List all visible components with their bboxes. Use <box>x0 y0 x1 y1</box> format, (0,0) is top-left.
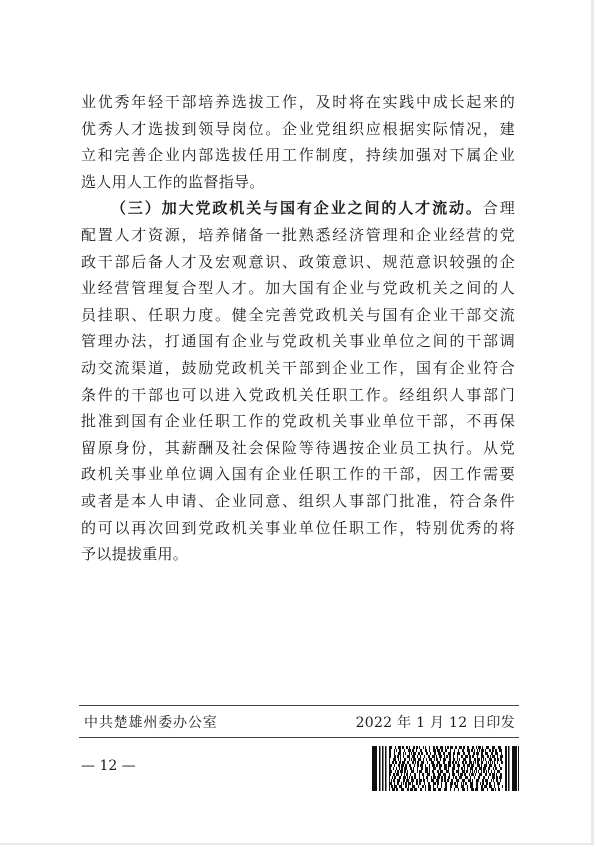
body-line: 留原身份，其薪酬及社会保险等待遇按企业员工执行。从党 <box>81 438 515 457</box>
body-line: 的可以再次回到党政机关事业单位任职工作，特别优秀的将 <box>81 518 515 537</box>
body-line: 批准到国有企业任职工作的党政机关事业单位干部，不再保 <box>81 412 515 431</box>
body-line: 配置人才资源，培养储备一批熟悉经济管理和企业经营的党 <box>81 225 515 244</box>
section-heading-line <box>81 195 515 222</box>
body-line: 或者是本人申请、企业同意、组织人事部门批准，符合条件 <box>81 491 515 510</box>
footer-issuer: 中共楚雄州委办公室 <box>84 715 218 731</box>
body-line: 业经营管理复合型人才。加大国有企业与党政机关之间的人 <box>81 279 515 298</box>
document-body <box>81 89 515 568</box>
footer-date: 2022 年 1 月 12 日印发 <box>355 715 515 731</box>
body-line: 政干部后备人才及宏观意识、政策意识、规范意识较强的企 <box>81 252 515 271</box>
body-line-fragment: 合理 <box>482 199 515 218</box>
body-line: 予以提拔重用。 <box>81 545 189 564</box>
body-line: 业优秀年轻干部培养选拔工作，及时将在实践中成长起来的 <box>81 93 515 111</box>
body-line: 管理办法，打通国有企业与党政机关事业单位之间的干部调 <box>81 332 515 351</box>
pdf417-barcode-icon <box>372 746 519 791</box>
section-heading: （三）加大党政机关与国有企业之间的人才流动。 <box>111 199 483 218</box>
body-line: 政机关事业单位调入国有企业任职工作的干部，因工作需要 <box>81 465 515 484</box>
body-line: 条件的干部也可以进入党政机关任职工作。经组织人事部门 <box>81 385 515 404</box>
body-line: 选人用人工作的监督指导。 <box>81 172 265 191</box>
body-line: 立和完善企业内部选拔任用工作制度，持续加强对下属企业 <box>81 146 515 165</box>
footer-bottom-rule <box>79 737 519 738</box>
body-line: 优秀人才选拔到领导岗位。企业党组织应根据实际情况，建 <box>81 119 515 138</box>
page-number: — 12 — <box>81 758 136 774</box>
body-line: 动交流渠道，鼓励党政机关干部到企业工作，国有企业符合 <box>81 358 515 377</box>
body-line: 员挂职、任职力度。健全完善党政机关与国有企业干部交流 <box>81 305 515 324</box>
footer-top-rule <box>79 705 519 706</box>
